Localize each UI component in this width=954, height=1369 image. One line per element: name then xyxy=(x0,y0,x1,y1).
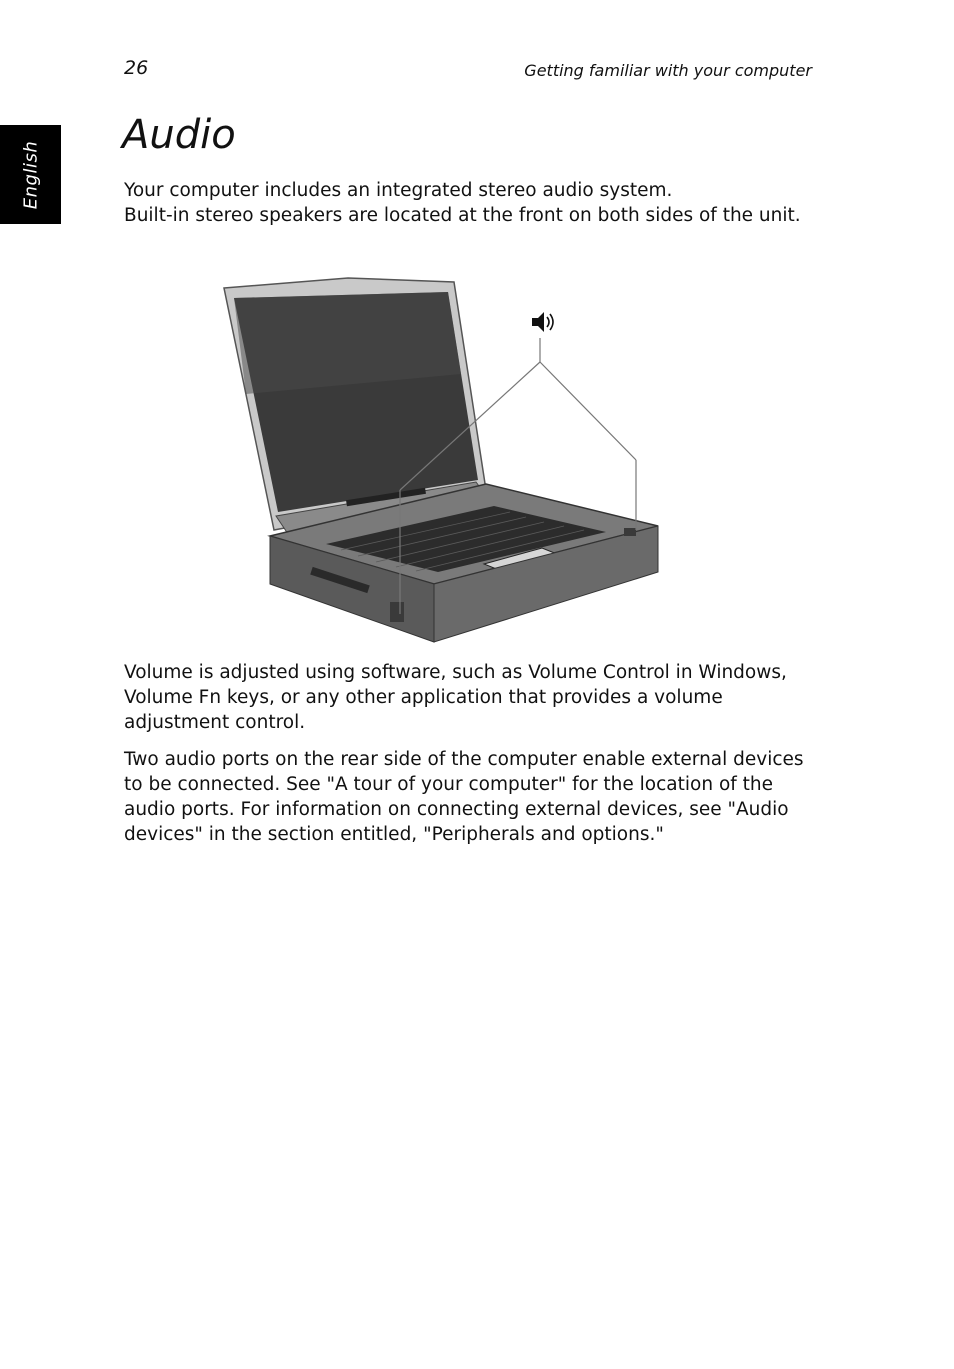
speaker-icon xyxy=(532,312,553,332)
right-speaker xyxy=(624,528,636,536)
page-number: 26 xyxy=(124,57,149,79)
left-speaker xyxy=(390,602,404,622)
audio-ports-paragraph: Two audio ports on the rear side of the computer enable external devices to be connected. See "A tour of your computer" for the location of the audio ports. For information on connecting external devices, see "Audio devices" in the section entitled, "Peripherals and options." xyxy=(124,749,804,845)
laptop-figure xyxy=(176,254,760,646)
running-header: Getting familiar with your computer xyxy=(524,61,812,80)
volume-paragraph: Volume is adjusted using software, such as Volume Control in Windows, Volume Fn keys, or any other application that provides a volume adjustment control. xyxy=(124,662,787,733)
intro-paragraph-line1: Your computer includes an integrated stereo audio system. xyxy=(124,180,673,201)
intro-paragraph-line2: Built-in stereo speakers are located at the front on both sides of the unit. xyxy=(124,205,801,226)
section-title: Audio xyxy=(122,112,236,158)
language-tab-label: English xyxy=(20,140,41,209)
language-tab xyxy=(0,125,61,224)
laptop-illustration xyxy=(176,254,760,646)
